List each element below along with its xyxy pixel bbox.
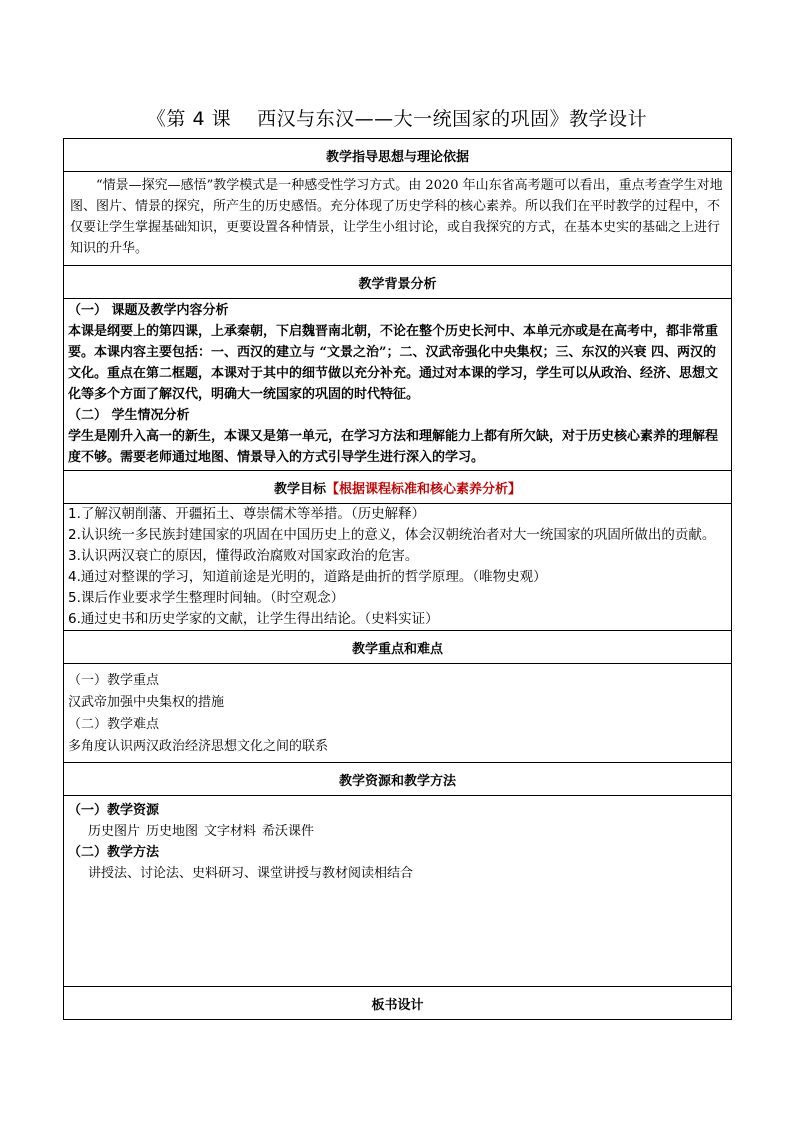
- guiding-thought-paragraph: “情景—探究—感悟”教学模式是一种感受性学习方式。由 2020 年山东省高考题可以看出，重点考查学生对地图、图片、情景的探究，所产生的历史感悟。充分体现了历史学科的核心素养。所以我们在平时教学的过程中，不仅要让学生掌握基础知识，更要设置各种情景，让学生小组讨论，或自我探究的方式，在基本史实的基础之上进行知识的升华。: [70, 178, 723, 256]
- section-header-text: 教学目标: [273, 481, 326, 497]
- section-header-key-points: [64, 631, 732, 664]
- guiding-thought-body: [64, 172, 732, 266]
- background-subheading-students: （二） 学生情况分析: [68, 408, 190, 423]
- section-header-note: 【根据课程标准和核心素养分析】: [326, 481, 522, 497]
- objective-item: 2.认识统一多民族封建国家的巩固在中国历史上的意义，体会汉朝统治者对大一统国家的巩固所做出的贡献。: [68, 527, 716, 543]
- background-subheading-content: （一） 课题及教学内容分析: [68, 303, 229, 318]
- section-header-text: 教学重点和难点: [351, 641, 443, 657]
- title-part-2: 西汉与东汉——大一统国家的巩固》教学设计: [257, 108, 648, 130]
- resource-item: 历史图片: [88, 824, 141, 839]
- key-point-subheading: （一）教学重点: [68, 673, 160, 688]
- difficulty-subheading: （二）教学难点: [68, 717, 160, 732]
- resources-methods-body: [64, 796, 732, 987]
- resource-item: 希沃课件: [262, 824, 315, 839]
- background-body: [64, 299, 732, 471]
- section-header-text: 板书设计: [371, 997, 424, 1013]
- section-header-text: 教学资源和教学方法: [338, 773, 456, 789]
- objective-item: 6.通过史书和历史学家的文献，让学生得出结论。（史料实证）: [68, 611, 439, 627]
- document-title: [0, 104, 794, 131]
- methods-subheading: （二）教学方法: [68, 845, 160, 860]
- background-content-paragraph: 本课是纲要上的第四课，上承秦朝，下启魏晋南北朝，不论在整个历史长河中、本单元亦或是在高考中，都非常重要。本课内容主要包括：一、西汉的建立与 “文景之治”；二、汉武帝强化中央集权；三、东汉的兴衰 四、两汉的文化。重点在第二框题，本课对于其中的细节做以充分补充。通过对本课的学习，学生可以从政治、经济、思想文化等多个方面了解汉代，明确大一统国家的巩固的时代特征。: [68, 324, 719, 402]
- objective-item: 4.通过对整课的学习，知道前途是光明的，道路是曲折的哲学原理。（唯物史观）: [68, 569, 547, 585]
- section-header-board-design: [64, 987, 732, 1020]
- resource-item: 文字材料: [204, 824, 257, 839]
- objective-item: 1.了解汉朝削藩、开疆拓土、尊崇儒术等举措。（历史解释）: [68, 506, 426, 522]
- key-point-text: 汉武帝加强中央集权的措施: [68, 695, 225, 710]
- resources-list: [68, 821, 727, 842]
- section-header-resources-methods: [64, 763, 732, 796]
- objective-item: 3.认识两汉衰亡的原因，懂得政治腐败对国家政治的危害。: [68, 548, 419, 564]
- resource-item: 历史地图: [146, 824, 199, 839]
- section-header-guiding-thought: [64, 139, 732, 172]
- objectives-body: [64, 504, 732, 631]
- section-header-text: 教学背景分析: [358, 276, 437, 292]
- title-part-1: 《第 4 课: [146, 108, 232, 130]
- resources-subheading: （一）教学资源: [68, 803, 160, 818]
- key-points-body: [64, 664, 732, 763]
- difficulty-text: 多角度认识两汉政治经济思想文化之间的联系: [68, 739, 329, 754]
- background-students-paragraph: 学生是刚升入高一的新生，本课又是第一单元，在学习方法和理解能力上都有所欠缺，对于历史核心素养的理解程度不够。需要老师通过地图、情景导入的方式引导学生进行深入的学习。: [68, 429, 719, 465]
- lesson-plan-table: [63, 138, 732, 1020]
- section-header-text: 教学指导思想与理论依据: [325, 149, 469, 165]
- methods-text: 讲授法、讨论法、史料研习、课堂讲授与教材阅读相结合: [88, 866, 414, 881]
- section-header-background: [64, 266, 732, 299]
- section-header-objectives: [64, 471, 732, 504]
- objective-item: 5.课后作业要求学生整理时间轴。（时空观念）: [68, 590, 345, 606]
